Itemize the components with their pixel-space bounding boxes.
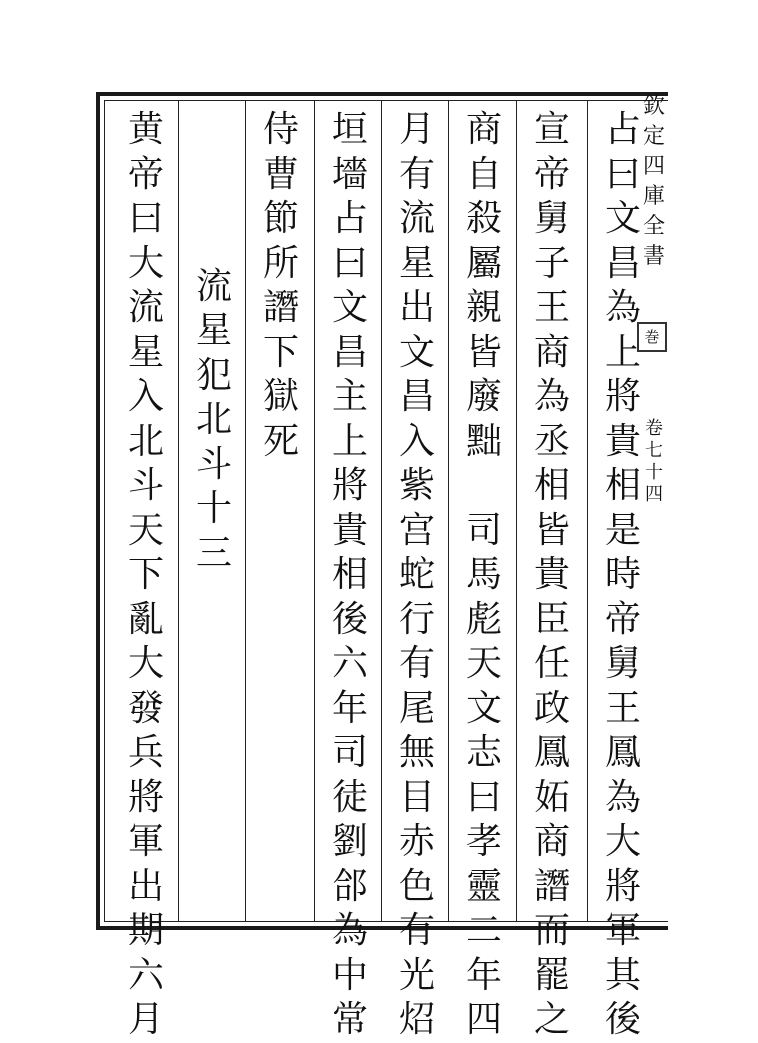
glyph: 將 <box>604 865 641 907</box>
glyph: 色 <box>398 865 435 907</box>
glyph: 司 <box>465 509 502 551</box>
text-column-4 <box>388 108 446 1043</box>
glyph: 六 <box>331 643 368 684</box>
glyph: 黄 <box>127 109 164 150</box>
glyph: 商 <box>533 821 570 862</box>
glyph: 節 <box>262 198 299 239</box>
glyph: 入 <box>398 420 435 462</box>
glyph: 帝 <box>127 153 164 195</box>
glyph: 天 <box>465 643 502 684</box>
glyph: 劉 <box>331 821 368 862</box>
glyph: 屬 <box>465 242 502 284</box>
glyph: 是 <box>604 509 641 551</box>
glyph: 貴 <box>331 509 368 551</box>
column-divider <box>587 100 588 922</box>
glyph: 將 <box>331 465 368 506</box>
glyph: 所 <box>262 242 299 284</box>
glyph: 北 <box>127 420 164 462</box>
glyph: 舅 <box>533 198 570 239</box>
glyph: 下 <box>127 554 164 595</box>
glyph: 死 <box>262 420 299 462</box>
glyph: 流 <box>127 287 164 328</box>
glyph: 譖 <box>262 287 299 328</box>
glyph <box>466 464 502 509</box>
glyph: 星 <box>195 310 232 351</box>
glyph: 七 <box>645 440 663 461</box>
glyph: 王 <box>604 687 641 729</box>
glyph: 十 <box>645 462 663 483</box>
column-divider <box>245 100 246 922</box>
glyph: 為 <box>331 910 368 951</box>
glyph: 曹 <box>262 153 299 195</box>
glyph: 二 <box>465 910 502 951</box>
glyph: 流 <box>398 198 435 239</box>
glyph: 昌 <box>331 331 368 373</box>
glyph: 為 <box>533 376 570 417</box>
glyph: 墻 <box>331 153 368 195</box>
glyph: 尾 <box>398 687 435 729</box>
glyph: 臣 <box>533 598 570 640</box>
glyph: 靈 <box>465 865 502 907</box>
glyph: 其 <box>604 954 641 996</box>
glyph: 文 <box>604 198 641 239</box>
glyph: 紫 <box>398 465 435 506</box>
glyph: 將 <box>127 776 164 818</box>
glyph: 徒 <box>331 776 368 818</box>
glyph: 軍 <box>604 910 641 951</box>
glyph: 相 <box>604 465 641 506</box>
glyph: 庫 <box>642 184 665 209</box>
glyph: 昌 <box>604 242 641 284</box>
glyph: 垣 <box>331 109 368 150</box>
glyph: 欽 <box>642 94 665 119</box>
glyph: 無 <box>398 732 435 773</box>
glyph: 大 <box>127 643 164 684</box>
glyph: 政 <box>533 687 570 729</box>
glyph: 帝 <box>533 153 570 195</box>
glyph: 炤 <box>398 999 435 1040</box>
glyph: 司 <box>331 732 368 773</box>
glyph: 曰 <box>604 153 641 195</box>
glyph: 親 <box>465 287 502 328</box>
glyph: 有 <box>398 153 435 195</box>
glyph: 後 <box>604 999 641 1040</box>
glyph <box>196 220 232 265</box>
glyph: 子 <box>533 242 570 284</box>
glyph: 鳳 <box>533 732 570 773</box>
glyph: 廢 <box>465 376 502 417</box>
glyph: 任 <box>533 643 570 684</box>
column-divider <box>448 100 449 922</box>
glyph: 罷 <box>533 954 570 996</box>
glyph: 卷 <box>645 418 663 439</box>
glyph: 貴 <box>604 420 641 462</box>
glyph: 曰 <box>331 242 368 284</box>
glyph: 入 <box>127 376 164 417</box>
glyph: 光 <box>398 954 435 996</box>
glyph: 文 <box>465 687 502 729</box>
glyph: 中 <box>331 954 368 996</box>
glyph: 出 <box>127 865 164 907</box>
glyph: 馬 <box>465 554 502 595</box>
glyph: 四 <box>465 999 502 1040</box>
glyph: 貴 <box>533 554 570 595</box>
glyph: 常 <box>331 999 368 1040</box>
glyph: 獄 <box>262 376 299 417</box>
glyph: 為 <box>604 776 641 818</box>
glyph: 孝 <box>465 821 502 862</box>
glyph: 為 <box>604 287 641 328</box>
glyph: 文 <box>331 287 368 328</box>
column-divider <box>516 100 517 922</box>
glyph: 大 <box>127 242 164 284</box>
column-divider <box>178 100 179 922</box>
glyph: 流 <box>195 265 232 307</box>
glyph: 定 <box>642 124 665 149</box>
glyph: 昌 <box>398 376 435 417</box>
glyph: 將 <box>604 376 641 417</box>
glyph: 帝 <box>604 598 641 640</box>
column-divider <box>381 100 382 922</box>
glyph: 蛇 <box>398 554 435 595</box>
glyph: 星 <box>398 242 435 284</box>
glyph: 上 <box>331 420 368 462</box>
glyph: 全 <box>642 214 665 239</box>
glyph: 月 <box>127 999 164 1040</box>
glyph: 相 <box>331 554 368 595</box>
glyph: 妬 <box>533 776 570 818</box>
glyph: 斗 <box>127 465 164 506</box>
glyph: 天 <box>127 509 164 551</box>
glyph: 軍 <box>127 821 164 862</box>
text-column-2 <box>523 108 581 1043</box>
glyph: 商 <box>533 331 570 373</box>
glyph: 三 <box>195 532 232 574</box>
glyph: 侍 <box>262 109 299 150</box>
glyph: 亂 <box>127 598 164 640</box>
glyph: 占 <box>331 198 368 239</box>
glyph: 後 <box>331 598 368 640</box>
glyph: 曰 <box>127 198 164 239</box>
glyph: 行 <box>398 598 435 640</box>
glyph: 有 <box>398 643 435 684</box>
glyph: 大 <box>604 821 641 862</box>
glyph: 斗 <box>195 443 232 485</box>
glyph: 出 <box>398 287 435 328</box>
text-column-5 <box>321 108 379 1043</box>
glyph: 譖 <box>533 865 570 907</box>
text-column-heading <box>185 220 243 576</box>
text-column-6 <box>252 108 310 464</box>
glyph: 赤 <box>398 821 435 862</box>
glyph: 文 <box>398 331 435 373</box>
glyph: 殺 <box>465 198 502 239</box>
glyph: 丞 <box>533 420 570 462</box>
glyph: 星 <box>127 331 164 373</box>
glyph: 自 <box>465 153 502 195</box>
glyph: 占 <box>604 109 641 150</box>
glyph: 兵 <box>127 732 164 773</box>
glyph: 主 <box>331 376 368 417</box>
glyph: 目 <box>398 776 435 818</box>
glyph: 商 <box>465 109 502 150</box>
glyph: 期 <box>127 910 164 951</box>
seal-mark: 巻 <box>637 322 667 352</box>
glyph: 曰 <box>465 776 502 818</box>
glyph: 有 <box>398 910 435 951</box>
glyph: 宣 <box>533 109 570 150</box>
glyph: 發 <box>127 687 164 729</box>
glyph: 皆 <box>533 509 570 551</box>
glyph: 四 <box>645 484 663 505</box>
glyph: 月 <box>398 109 435 150</box>
glyph: 宫 <box>398 509 435 551</box>
glyph: 書 <box>642 244 665 269</box>
glyph: 鳳 <box>604 732 641 773</box>
glyph: 六 <box>127 954 164 996</box>
text-column-8 <box>117 108 175 1043</box>
glyph: 北 <box>195 399 232 440</box>
glyph: 年 <box>331 687 368 729</box>
glyph: 年 <box>465 954 502 996</box>
glyph: 而 <box>533 910 570 951</box>
glyph: 四 <box>642 154 665 179</box>
glyph: 相 <box>533 465 570 506</box>
glyph: 王 <box>533 287 570 328</box>
glyph: 皆 <box>465 331 502 373</box>
glyph: 下 <box>262 331 299 373</box>
glyph: 上 <box>604 331 641 373</box>
glyph: 犯 <box>195 354 232 396</box>
glyph: 黜 <box>465 420 502 462</box>
text-column-3 <box>455 108 513 1043</box>
glyph: 郃 <box>331 865 368 907</box>
glyph: 時 <box>604 554 641 595</box>
glyph: 志 <box>465 732 502 773</box>
glyph: 之 <box>533 999 570 1040</box>
text-column-1 <box>594 108 652 1043</box>
glyph: 舅 <box>604 643 641 684</box>
column-divider <box>314 100 315 922</box>
glyph: 彪 <box>465 598 502 640</box>
glyph: 十 <box>195 488 232 529</box>
